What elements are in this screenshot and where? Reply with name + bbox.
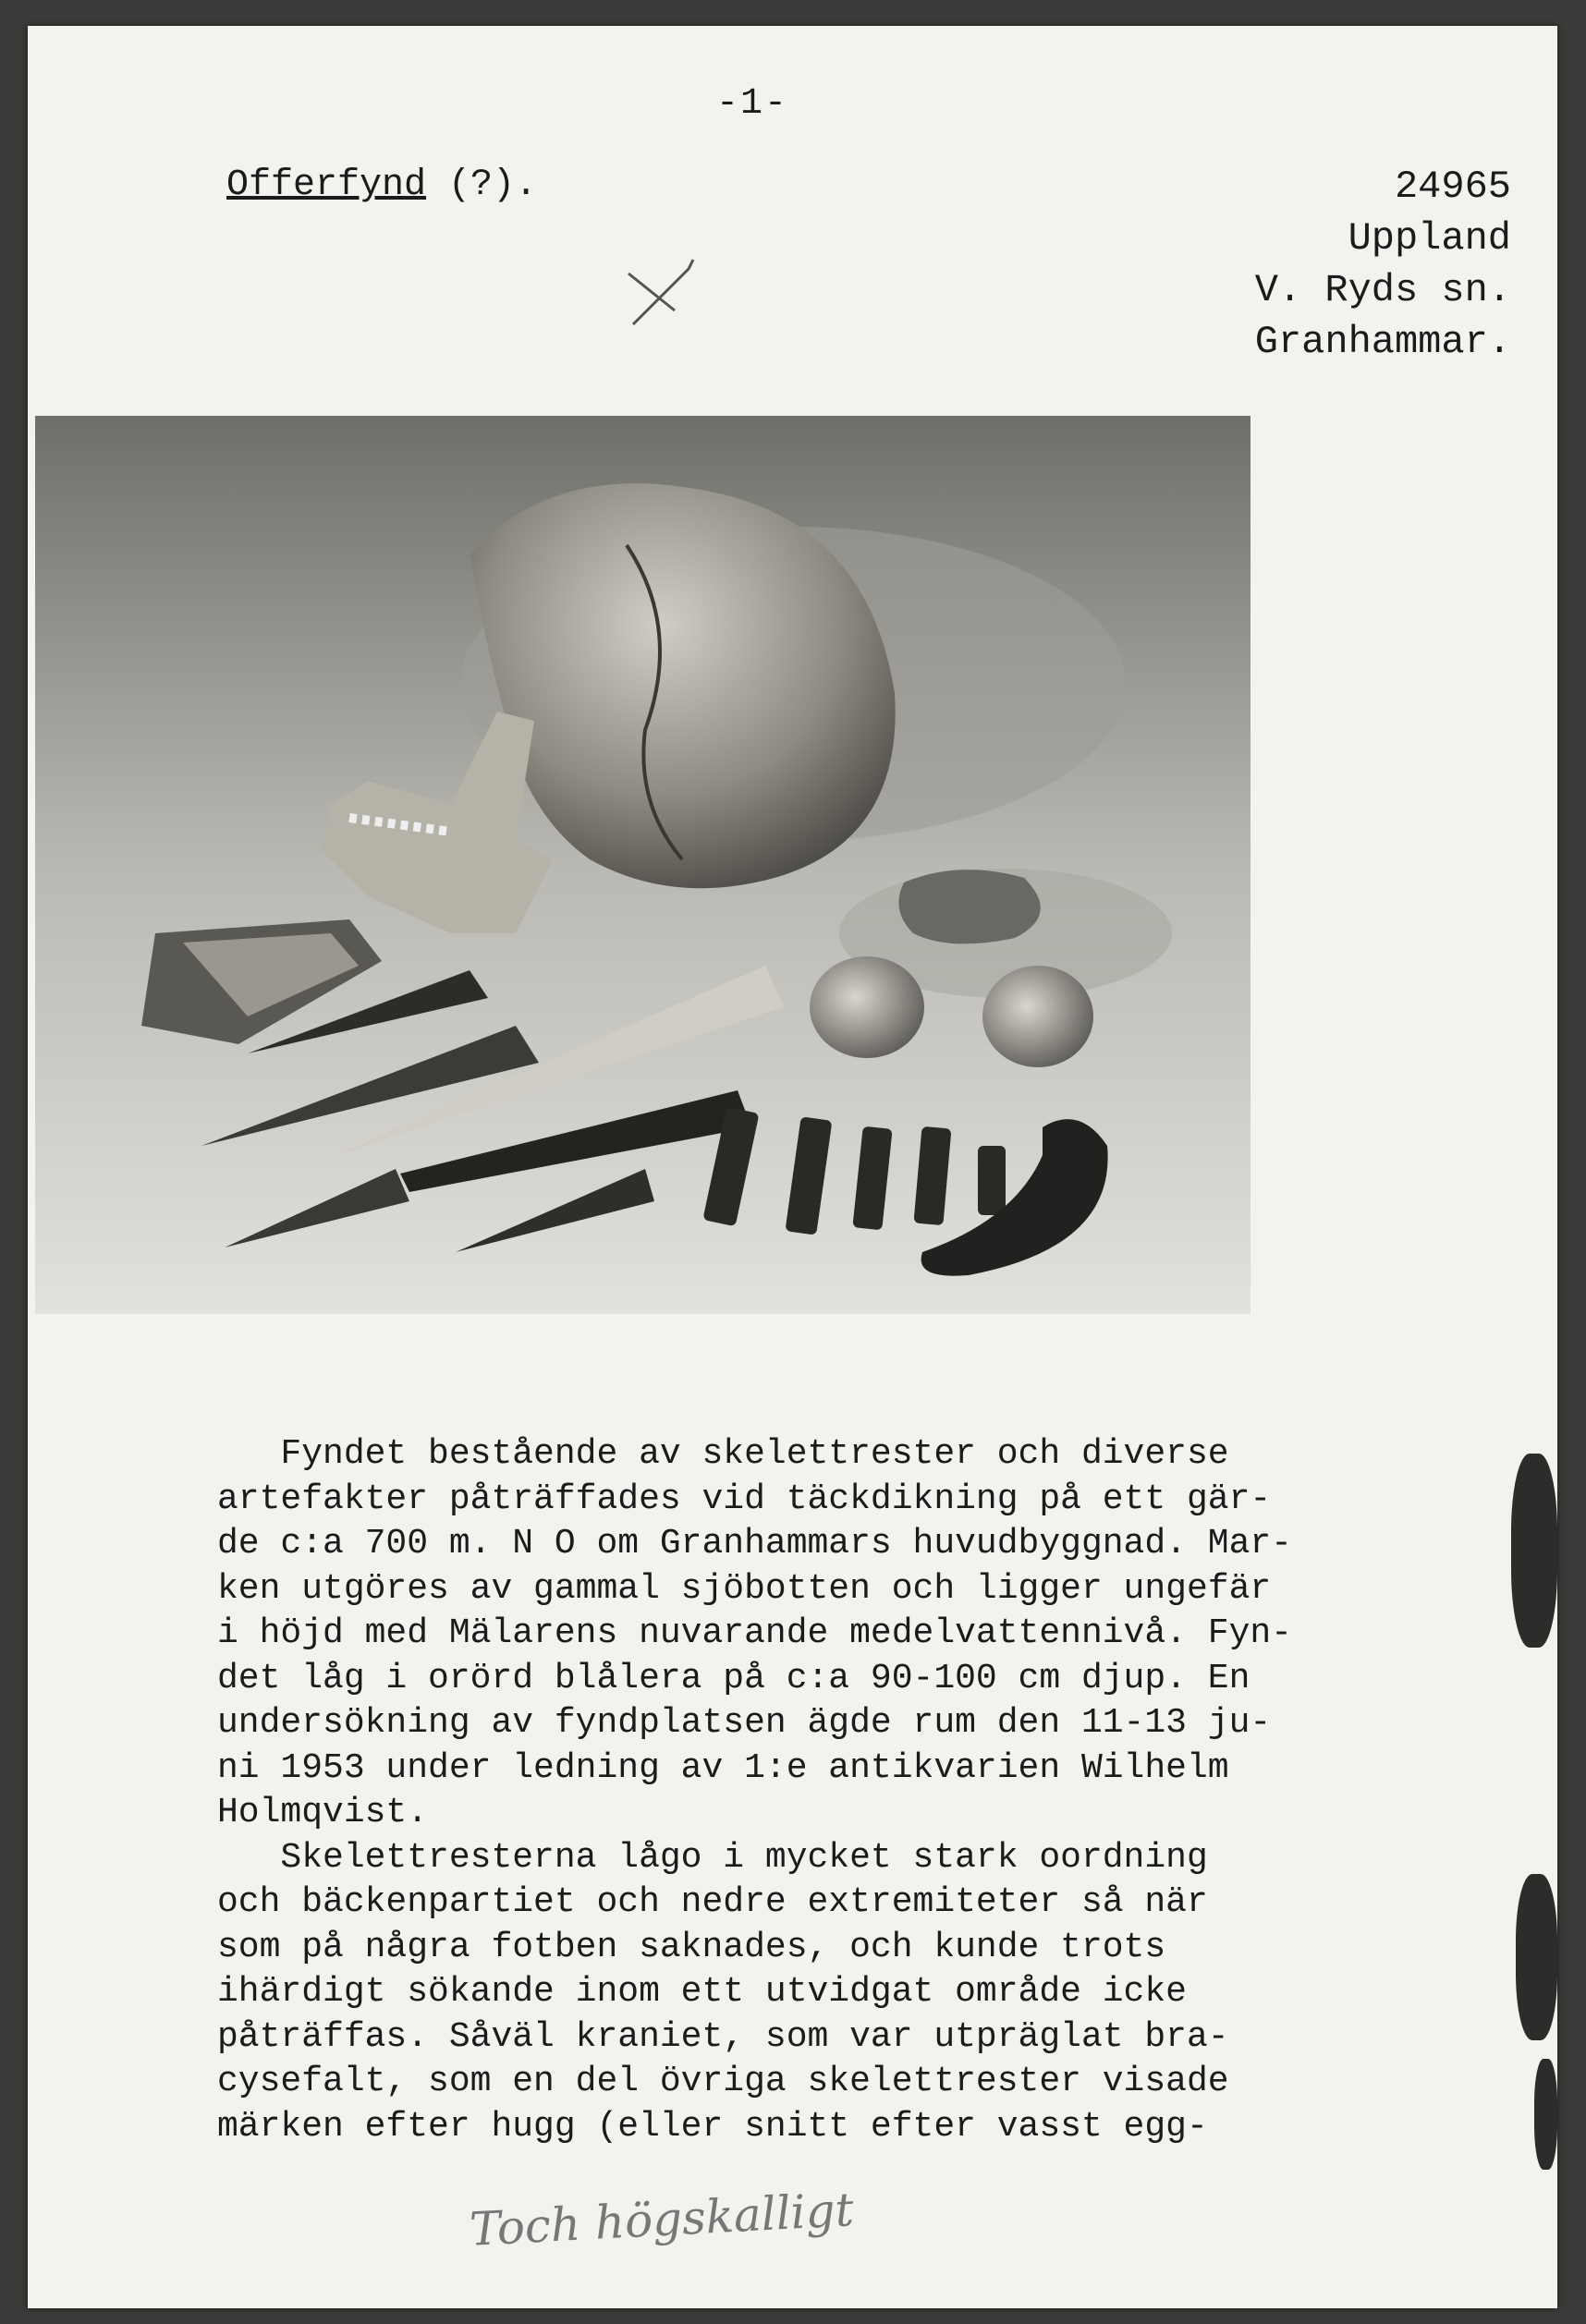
edge-stain [1534,2059,1557,2170]
title-text: Offerfynd [226,164,427,206]
handwritten-note: Toch högskalligt [468,2183,856,2257]
edge-stain [1516,1874,1557,2040]
body-line: ihärdigt sökande inom ett utvidgat område icke [217,1972,1187,2012]
reference-parish: V. Ryds sn. [1254,268,1511,312]
body-line: cysefalt, som en del övriga skelettrester visade [217,2062,1229,2101]
body-line: som på några fotben saknades, och kunde trots [217,1927,1166,1967]
document-page [28,26,1557,2308]
body-line: påträffas. Såväl kraniet, som var utpräglat bra- [217,2016,1229,2057]
reference-number: 24965 [1394,164,1511,209]
reference-site: Granhammar. [1254,320,1511,364]
reference-province: Uppland [1348,216,1511,261]
body-text [217,1432,1292,2149]
reference-block [1165,161,1511,368]
title-suffix: (?). [426,164,538,206]
body-line: undersökning av fyndplatsen ägde rum den 11-13 ju- [217,1703,1272,1743]
body-line: Fyndet bestående av skelettrester och diverse [217,1434,1229,1474]
body-line: det låg i orörd blålera på c:a 90-100 cm djup. En [217,1658,1250,1698]
body-line: de c:a 700 m. N O om Granhammars huvudbyggnad. Mar- [217,1524,1292,1564]
body-line: Holmqvist. [217,1793,429,1832]
photograph-icon [35,416,1250,1314]
body-line: ni 1953 under ledning av 1:e antikvarien Wilhelm [217,1747,1229,1788]
body-line: Skelettresterna lågo i mycket stark oordning [217,1837,1208,1878]
body-line: i höjd med Mälarens nuvarande medelvattennivå. Fyn- [217,1613,1292,1653]
page-number: -1- [716,83,789,125]
edge-stain [1511,1454,1557,1648]
document-title [226,164,537,206]
artifact-photograph [35,416,1250,1314]
pencil-x-mark-icon [619,255,739,338]
body-line: artefakter påträffades vid täckdikning på ett gär- [217,1478,1272,1519]
body-line: och bäckenpartiet och nedre extremiteter så när [217,1882,1208,1922]
body-line: märken efter hugg (eller snitt efter vasst egg- [217,2106,1208,2147]
body-line: ken utgöres av gammal sjöbotten och ligger ungefär [217,1568,1272,1609]
